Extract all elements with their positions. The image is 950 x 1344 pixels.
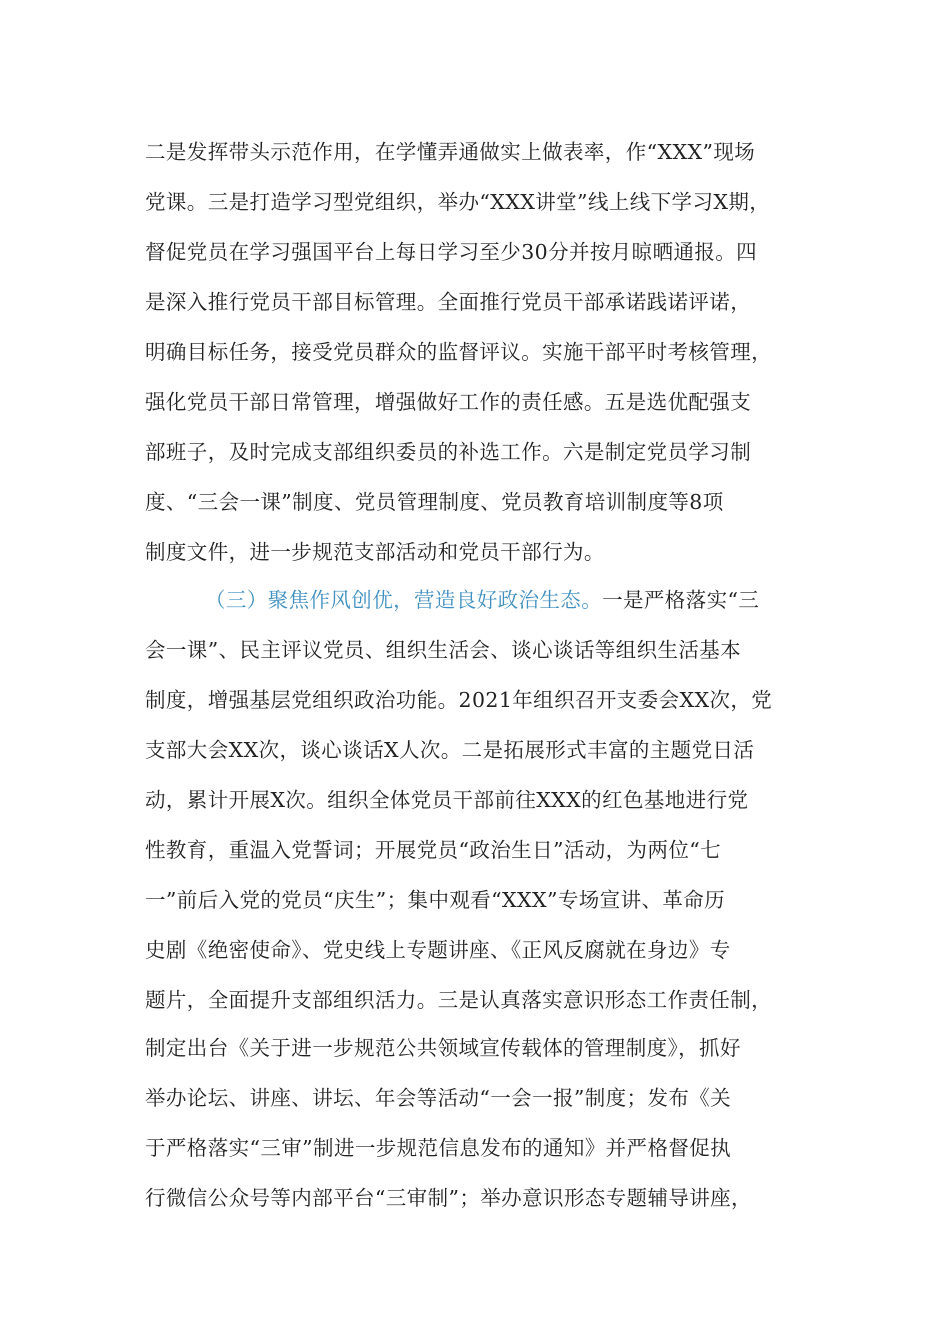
paragraph-line: 制度文件，进一步规范支部活动和党员干部行为。 <box>145 540 605 564</box>
section-3-lead: 一是严格落实“三 <box>602 588 760 612</box>
paragraph-line: 会一课”、民主评议党员、组织生活会、谈心谈话等组织生活基本 <box>145 638 742 662</box>
paragraph-line: 制定出台《关于进一步规范公共领域宣传载体的管理制度》，抓好 <box>145 1036 741 1060</box>
paragraph-line: 动，累计开展X次。组织全体党员干部前往XXX的红色基地进行党 <box>145 788 749 812</box>
section-3-first-line <box>205 584 835 616</box>
paragraph-line: 于严格落实“三审”制进一步规范信息发布的通知》并严格督促执 <box>145 1136 732 1160</box>
paragraph-line: 举办论坛、讲座、讲坛、年会等活动“一会一报”制度；发布《关 <box>145 1086 732 1110</box>
paragraph-line: 支部大会XX次，谈心谈话X人次。二是拓展形式丰富的主题党日活 <box>145 738 755 762</box>
paragraph-line: 制度，增强基层党组织政治功能。2021年组织召开支委会XX次，党 <box>145 688 773 712</box>
paragraph-line: 一”前后入党的党员“庆生”；集中观看“XXX”专场宣讲、革命历 <box>145 888 726 912</box>
paragraph-line: 明确目标任务，接受党员群众的监督评议。实施干部平时考核管理， <box>145 340 772 364</box>
paragraph-line: 行微信公众号等内部平台“三审制”；举办意识形态专题辅导讲座， <box>145 1186 752 1210</box>
paragraph-line: 强化党员干部日常管理，增强做好工作的责任感。五是选优配强支 <box>145 390 752 414</box>
paragraph-line: 部班子，及时完成支部组织委员的补选工作。六是制定党员学习制 <box>145 440 752 464</box>
paragraph-line: 题片，全面提升支部组织活力。三是认真落实意识形态工作责任制， <box>145 988 772 1012</box>
paragraph-line: 是深入推行党员干部目标管理。全面推行党员干部承诺践诺评诺， <box>145 290 752 314</box>
section-3-heading: （三）聚焦作风创优，营造良好政治生态。 <box>205 588 603 612</box>
paragraph-line: 性教育，重温入党誓词；开展党员“政治生日”活动，为两位“七 <box>145 838 722 862</box>
paragraph-line: 党课。三是打造学习型党组织，举办“XXX讲堂”线上线下学习X期， <box>145 190 771 214</box>
paragraph-line: 度、“三会一课”制度、党员管理制度、党员教育培训制度等8项 <box>145 490 724 514</box>
paragraph-line: 二是发挥带头示范作用，在学懂弄通做实上做表率，作“XXX”现场 <box>145 140 756 164</box>
paragraph-line: 督促党员在学习强国平台上每日学习至少30分并按月晾晒通报。四 <box>145 240 758 264</box>
paragraph-line: 史剧《绝密使命》、党史线上专题讲座、《正风反腐就在身边》专 <box>145 938 731 962</box>
